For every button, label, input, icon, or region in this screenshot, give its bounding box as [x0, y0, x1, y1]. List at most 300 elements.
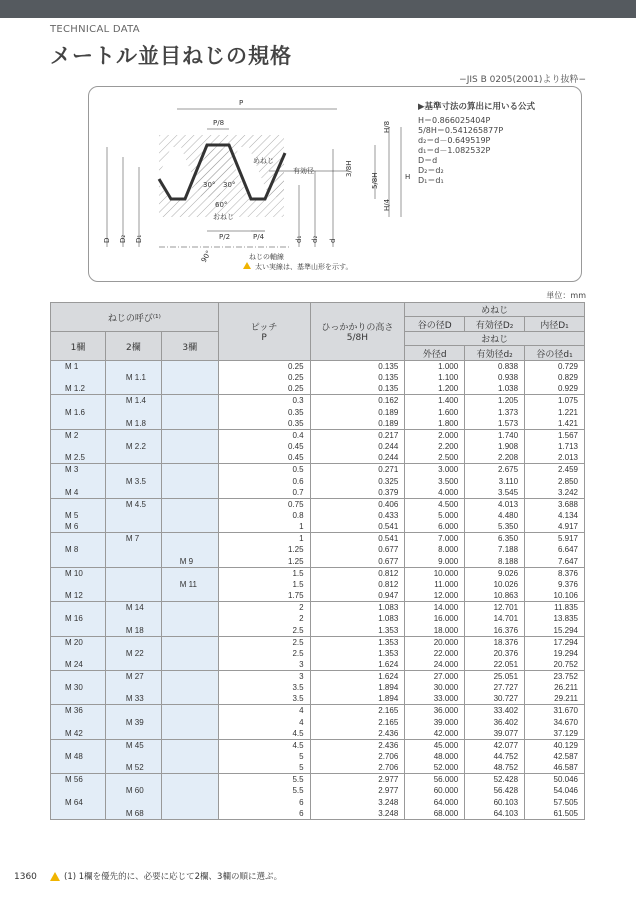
cell-minor-diameter: 7.647: [525, 556, 585, 568]
cell-major-diameter: 33.000: [405, 693, 465, 705]
cell-engagement: 0.812: [310, 567, 405, 579]
cell-col2: [105, 521, 161, 533]
header-engagement-label: ひっかかりの高さ: [321, 323, 394, 333]
cell-minor-diameter: 17.294: [525, 636, 585, 648]
cell-col1: M 6: [51, 521, 106, 533]
cell-col2: [105, 579, 161, 590]
table-row: [51, 739, 585, 751]
cell-col2: [105, 682, 161, 693]
cell-major-diameter: 42.000: [405, 728, 465, 740]
cell-col1: M 4: [51, 487, 106, 499]
formula-line: 5/8H＝0.541265877P: [418, 126, 504, 135]
cell-col1: M 1.6: [51, 406, 106, 417]
cell-minor-diameter: 34.670: [525, 716, 585, 727]
cell-minor-diameter: 46.587: [525, 762, 585, 774]
cell-engagement: 0.541: [310, 533, 405, 545]
cell-col3: [161, 785, 218, 796]
cell-pitch-diameter: 42.077: [465, 739, 525, 751]
cell-major-diameter: 12.000: [405, 590, 465, 602]
header-pitch-sub: P: [261, 333, 267, 343]
cell-col3: [161, 533, 218, 545]
cell-minor-diameter: 23.752: [525, 670, 585, 682]
cell-pitch: 5: [218, 751, 310, 762]
cell-engagement: 0.189: [310, 406, 405, 417]
cell-col3: [161, 544, 218, 555]
table-row: [51, 613, 585, 624]
cell-engagement: 0.812: [310, 579, 405, 590]
formula-title: ▶基準寸法の算出に用いる公式: [418, 102, 536, 112]
cell-col1: [51, 716, 106, 727]
cell-col2: [105, 383, 161, 395]
cell-pitch-diameter: 12.701: [465, 602, 525, 614]
cell-pitch: 2: [218, 613, 310, 624]
cell-engagement: 0.135: [310, 372, 405, 383]
cell-col3: [161, 510, 218, 521]
cell-engagement: 0.947: [310, 590, 405, 602]
cell-minor-diameter: 1.421: [525, 418, 585, 430]
cell-pitch: 0.6: [218, 475, 310, 486]
cell-pitch-diameter: 30.727: [465, 693, 525, 705]
table-row: [51, 567, 585, 579]
cell-engagement: 2.706: [310, 762, 405, 774]
cell-col2: M 27: [105, 670, 161, 682]
table-row: [51, 544, 585, 555]
cell-pitch: 2.5: [218, 636, 310, 648]
cell-col1: [51, 648, 106, 659]
table-row: [51, 659, 585, 671]
cell-pitch-diameter: 22.051: [465, 659, 525, 671]
cell-col3: [161, 636, 218, 648]
table-row: [51, 510, 585, 521]
cell-pitch-diameter: 10.026: [465, 579, 525, 590]
cell-minor-diameter: 57.505: [525, 797, 585, 808]
cell-pitch: 0.75: [218, 498, 310, 510]
cell-major-diameter: 1.100: [405, 372, 465, 383]
label-d: d: [329, 238, 337, 243]
cell-minor-diameter: 29.211: [525, 693, 585, 705]
cell-pitch-diameter: 8.188: [465, 556, 525, 568]
cell-col2: [105, 487, 161, 499]
cell-col1: [51, 395, 106, 407]
cell-col2: [105, 774, 161, 786]
cell-col3: [161, 395, 218, 407]
cell-pitch-diameter: 33.402: [465, 705, 525, 717]
cell-pitch-diameter: 9.026: [465, 567, 525, 579]
cell-col2: M 68: [105, 808, 161, 820]
cell-col2: M 1.8: [105, 418, 161, 430]
cell-col1: M 48: [51, 751, 106, 762]
cell-pitch: 0.45: [218, 441, 310, 452]
table-row: [51, 797, 585, 808]
cell-pitch: 0.25: [218, 383, 310, 395]
table-row: [51, 475, 585, 486]
cell-engagement: 2.977: [310, 785, 405, 796]
cell-col3: [161, 682, 218, 693]
label-male: おねじ: [213, 213, 234, 221]
cell-engagement: 0.406: [310, 498, 405, 510]
cell-minor-diameter: 9.376: [525, 579, 585, 590]
cell-col3: M 11: [161, 579, 218, 590]
header-female: めねじ: [405, 303, 585, 317]
cell-col3: [161, 728, 218, 740]
cell-col2: M 45: [105, 739, 161, 751]
cell-engagement: 0.433: [310, 510, 405, 521]
cell-pitch-diameter: 3.545: [465, 487, 525, 499]
table-row: [51, 751, 585, 762]
table-row: [51, 498, 585, 510]
table-row: [51, 762, 585, 774]
cell-pitch: 2.5: [218, 625, 310, 637]
cell-pitch-diameter: 1.038: [465, 383, 525, 395]
formula-line: D₂＝d₂: [418, 166, 444, 175]
cell-engagement: 1.083: [310, 613, 405, 624]
cell-col3: [161, 751, 218, 762]
page-title: メートル並目ねじの規格: [50, 44, 292, 68]
cell-major-diameter: 10.000: [405, 567, 465, 579]
cell-pitch: 0.35: [218, 418, 310, 430]
cell-col2: M 18: [105, 625, 161, 637]
cell-minor-diameter: 20.752: [525, 659, 585, 671]
cell-col1: M 64: [51, 797, 106, 808]
cell-pitch: 3: [218, 659, 310, 671]
cell-pitch-diameter: 2.208: [465, 452, 525, 464]
cell-col1: M 3: [51, 464, 106, 476]
cell-pitch: 4.5: [218, 739, 310, 751]
cell-pitch: 0.4: [218, 429, 310, 441]
cell-pitch: 0.7: [218, 487, 310, 499]
cell-minor-diameter: 0.729: [525, 361, 585, 373]
cell-major-diameter: 16.000: [405, 613, 465, 624]
header-col3: 3欄: [161, 332, 218, 361]
top-bar: [0, 0, 636, 18]
cell-col1: M 2.5: [51, 452, 106, 464]
cell-pitch-diameter: 44.752: [465, 751, 525, 762]
cell-col1: [51, 762, 106, 774]
cell-col1: [51, 441, 106, 452]
cell-pitch: 3.5: [218, 682, 310, 693]
cell-major-diameter: 11.000: [405, 579, 465, 590]
formula-panel: [418, 100, 535, 186]
cell-minor-diameter: 40.129: [525, 739, 585, 751]
cell-pitch-diameter: 1.573: [465, 418, 525, 430]
cell-pitch: 4.5: [218, 728, 310, 740]
cell-pitch: 5: [218, 762, 310, 774]
cell-col1: [51, 670, 106, 682]
cell-major-diameter: 1.600: [405, 406, 465, 417]
unit-note: 単位：mm: [546, 291, 586, 300]
cell-col3: [161, 372, 218, 383]
cell-col2: M 4.5: [105, 498, 161, 510]
cell-pitch: 0.8: [218, 510, 310, 521]
cell-minor-diameter: 1.221: [525, 406, 585, 417]
cell-pitch-diameter: 25.051: [465, 670, 525, 682]
cell-col3: [161, 361, 218, 373]
table-row: [51, 716, 585, 727]
cell-pitch-diameter: 18.376: [465, 636, 525, 648]
cell-pitch: 1: [218, 521, 310, 533]
cell-col2: [105, 544, 161, 555]
cell-col1: [51, 579, 106, 590]
cell-minor-diameter: 0.929: [525, 383, 585, 395]
label-H4: H/4: [383, 198, 391, 211]
table-body: [51, 361, 585, 820]
label-d1: d₁: [295, 235, 303, 243]
cell-col2: [105, 636, 161, 648]
cell-col3: [161, 762, 218, 774]
diagram-warning-text: 太い実線は、基準山形を示す。: [255, 263, 353, 271]
cell-minor-diameter: 42.587: [525, 751, 585, 762]
table-row: [51, 808, 585, 820]
cell-engagement: 0.244: [310, 441, 405, 452]
cell-engagement: 1.353: [310, 648, 405, 659]
table-row: [51, 682, 585, 693]
cell-engagement: 1.353: [310, 636, 405, 648]
cell-col3: [161, 716, 218, 727]
cell-col3: [161, 739, 218, 751]
cell-col1: M 30: [51, 682, 106, 693]
cell-pitch: 4: [218, 705, 310, 717]
cell-engagement: 0.189: [310, 418, 405, 430]
label-P8: P/8: [213, 119, 225, 127]
cell-major-diameter: 18.000: [405, 625, 465, 637]
cell-col2: [105, 705, 161, 717]
header-male-d2: 有効径d₂: [465, 346, 525, 361]
cell-minor-diameter: 6.647: [525, 544, 585, 555]
cell-minor-diameter: 3.688: [525, 498, 585, 510]
label-3-8H: 3/8H: [345, 160, 353, 177]
cell-col1: M 24: [51, 659, 106, 671]
label-angle-60: 60°: [215, 201, 228, 209]
cell-col1: M 1.2: [51, 383, 106, 395]
table-row: [51, 372, 585, 383]
cell-col2: M 52: [105, 762, 161, 774]
cell-pitch: 1.75: [218, 590, 310, 602]
table-row: [51, 395, 585, 407]
cell-col2: M 22: [105, 648, 161, 659]
table-row: [51, 636, 585, 648]
header-male-d1: 谷の径d₁: [525, 346, 585, 361]
cell-pitch: 3: [218, 670, 310, 682]
cell-pitch-diameter: 7.188: [465, 544, 525, 555]
cell-col2: [105, 452, 161, 464]
cell-pitch-diameter: 0.938: [465, 372, 525, 383]
cell-minor-diameter: 61.505: [525, 808, 585, 820]
cell-minor-diameter: 11.835: [525, 602, 585, 614]
cell-col1: M 56: [51, 774, 106, 786]
cell-minor-diameter: 5.917: [525, 533, 585, 545]
cell-col1: M 8: [51, 544, 106, 555]
cell-col1: M 2: [51, 429, 106, 441]
header-pitch-label: ピッチ: [250, 323, 278, 333]
cell-pitch-diameter: 1.373: [465, 406, 525, 417]
table-row: [51, 693, 585, 705]
cell-col1: M 5: [51, 510, 106, 521]
cell-col1: [51, 625, 106, 637]
cell-col1: M 16: [51, 613, 106, 624]
table-row: [51, 487, 585, 499]
cell-col2: M 39: [105, 716, 161, 727]
table-row: [51, 464, 585, 476]
cell-pitch-diameter: 60.103: [465, 797, 525, 808]
cell-major-diameter: 4.000: [405, 487, 465, 499]
page-number: 1360: [14, 872, 37, 882]
label-axis: ねじの軸線: [249, 253, 284, 261]
cell-minor-diameter: 26.211: [525, 682, 585, 693]
cell-pitch-diameter: 0.838: [465, 361, 525, 373]
cell-engagement: 0.162: [310, 395, 405, 407]
cell-pitch-diameter: 1.908: [465, 441, 525, 452]
table-row: [51, 670, 585, 682]
header-col1: 1欄: [51, 332, 106, 361]
cell-pitch-diameter: 14.701: [465, 613, 525, 624]
cell-pitch: 5.5: [218, 774, 310, 786]
header-female-D2: 有効径D₂: [465, 317, 525, 332]
cell-engagement: 0.244: [310, 452, 405, 464]
cell-pitch: 1.25: [218, 556, 310, 568]
cell-col3: [161, 418, 218, 430]
cell-minor-diameter: 10.106: [525, 590, 585, 602]
cell-col2: M 2.2: [105, 441, 161, 452]
cell-pitch: 1.5: [218, 579, 310, 590]
header-male-d: 外径d: [405, 346, 465, 361]
cell-col2: M 7: [105, 533, 161, 545]
cell-major-diameter: 27.000: [405, 670, 465, 682]
cell-major-diameter: 60.000: [405, 785, 465, 796]
table-row: [51, 648, 585, 659]
cell-col3: [161, 590, 218, 602]
cell-major-diameter: 64.000: [405, 797, 465, 808]
cell-col3: [161, 705, 218, 717]
cell-col3: [161, 648, 218, 659]
cell-col3: [161, 521, 218, 533]
cell-pitch-diameter: 27.727: [465, 682, 525, 693]
cell-major-diameter: 14.000: [405, 602, 465, 614]
cell-pitch-diameter: 20.376: [465, 648, 525, 659]
cell-engagement: 0.217: [310, 429, 405, 441]
cell-col2: [105, 797, 161, 808]
cell-engagement: 0.325: [310, 475, 405, 486]
cell-minor-diameter: 3.242: [525, 487, 585, 499]
header-engagement: [310, 303, 405, 361]
cell-major-diameter: 6.000: [405, 521, 465, 533]
cell-engagement: 1.894: [310, 693, 405, 705]
cell-major-diameter: 5.000: [405, 510, 465, 521]
cell-col3: [161, 774, 218, 786]
label-D2: D₂: [119, 234, 127, 243]
table-row: [51, 625, 585, 637]
cell-col3: [161, 670, 218, 682]
cell-engagement: 2.436: [310, 739, 405, 751]
cell-pitch: 6: [218, 808, 310, 820]
cell-engagement: 1.083: [310, 602, 405, 614]
cell-col2: [105, 556, 161, 568]
cell-col3: [161, 693, 218, 705]
cell-major-diameter: 2.500: [405, 452, 465, 464]
cell-col3: [161, 659, 218, 671]
cell-engagement: 0.379: [310, 487, 405, 499]
cell-col3: [161, 464, 218, 476]
cell-minor-diameter: 2.850: [525, 475, 585, 486]
cell-pitch: 0.45: [218, 452, 310, 464]
table-row: [51, 602, 585, 614]
cell-col2: [105, 429, 161, 441]
cell-engagement: 0.271: [310, 464, 405, 476]
cell-col1: M 12: [51, 590, 106, 602]
cell-engagement: 1.624: [310, 659, 405, 671]
cell-col1: M 10: [51, 567, 106, 579]
cell-pitch-diameter: 3.110: [465, 475, 525, 486]
cell-col2: [105, 613, 161, 624]
thread-spec-table: [50, 302, 585, 820]
cell-col2: [105, 510, 161, 521]
cell-col1: [51, 739, 106, 751]
cell-engagement: 0.135: [310, 361, 405, 373]
cell-col2: [105, 464, 161, 476]
cell-pitch: 5.5: [218, 785, 310, 796]
cell-col1: [51, 602, 106, 614]
cell-col2: [105, 406, 161, 417]
cell-col2: [105, 751, 161, 762]
cell-pitch: 0.5: [218, 464, 310, 476]
cell-pitch: 4: [218, 716, 310, 727]
cell-major-diameter: 48.000: [405, 751, 465, 762]
cell-minor-diameter: 54.046: [525, 785, 585, 796]
cell-pitch: 3.5: [218, 693, 310, 705]
cell-engagement: 0.677: [310, 544, 405, 555]
cell-minor-diameter: 1.075: [525, 395, 585, 407]
label-D1: D₁: [135, 234, 143, 243]
label-D: D: [103, 237, 111, 243]
cell-minor-diameter: 0.829: [525, 372, 585, 383]
cell-minor-diameter: 2.459: [525, 464, 585, 476]
cell-major-diameter: 1.800: [405, 418, 465, 430]
cell-engagement: 2.165: [310, 705, 405, 717]
cell-pitch-diameter: 52.428: [465, 774, 525, 786]
cell-col2: [105, 659, 161, 671]
cell-col1: M 1: [51, 361, 106, 373]
cell-col3: [161, 797, 218, 808]
cell-minor-diameter: 4.134: [525, 510, 585, 521]
cell-col3: [161, 383, 218, 395]
table-row: [51, 361, 585, 373]
cell-col2: M 3.5: [105, 475, 161, 486]
cell-pitch-diameter: 39.077: [465, 728, 525, 740]
cell-col3: [161, 487, 218, 499]
cell-engagement: 0.677: [310, 556, 405, 568]
source-note: −JIS B 0205(2001)より抜粋−: [459, 75, 586, 85]
cell-engagement: 0.135: [310, 383, 405, 395]
section-label: TECHNICAL DATA: [50, 24, 140, 35]
header-female-D1: 内径D₁: [525, 317, 585, 332]
cell-pitch: 1.5: [218, 567, 310, 579]
cell-col2: [105, 728, 161, 740]
cell-major-diameter: 39.000: [405, 716, 465, 727]
cell-pitch-diameter: 48.752: [465, 762, 525, 774]
warning-icon: [243, 262, 251, 269]
cell-col1: [51, 418, 106, 430]
cell-major-diameter: 56.000: [405, 774, 465, 786]
cell-col1: [51, 498, 106, 510]
cell-col1: [51, 693, 106, 705]
cell-col1: [51, 785, 106, 796]
cell-major-diameter: 4.500: [405, 498, 465, 510]
cell-minor-diameter: 15.294: [525, 625, 585, 637]
cell-major-diameter: 36.000: [405, 705, 465, 717]
table-row: [51, 418, 585, 430]
cell-major-diameter: 20.000: [405, 636, 465, 648]
label-P2: P/2: [219, 233, 231, 241]
label-P: P: [239, 99, 244, 107]
